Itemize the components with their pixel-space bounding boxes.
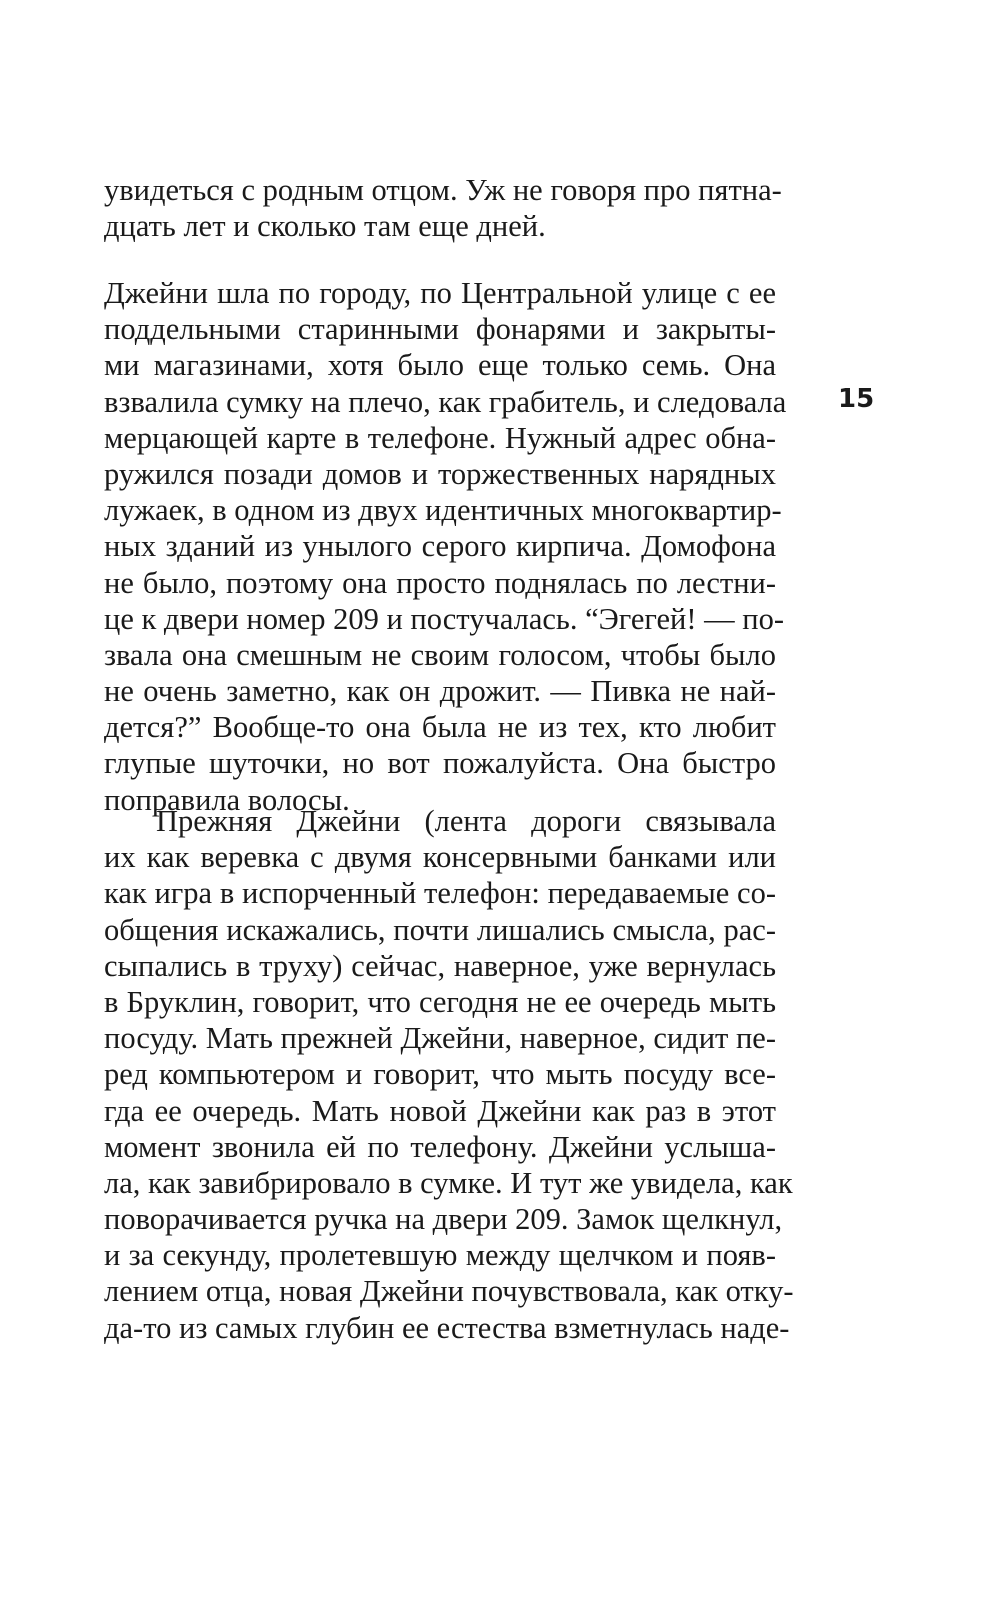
text-line: гда ее очередь. Мать новой Джейни как раз в этот — [104, 1093, 776, 1128]
text-line: в Бруклин, говорит, что сегодня не ее очередь мыть — [104, 984, 776, 1019]
paragraph-indented — [104, 803, 794, 1346]
text-line: мерцающей карте в телефоне. Нужный адрес обна- — [104, 420, 776, 455]
text-line: лужаек, в одном из двух идентичных многоквартир- — [104, 493, 782, 528]
text-line: не очень заметно, как он дрожит. — Пивка не най- — [104, 674, 776, 709]
page-number: 15 — [838, 384, 875, 414]
text-line: поправила волосы. — [104, 782, 350, 817]
text-line: посуду. Мать прежней Джейни, наверное, сидит пе- — [104, 1021, 776, 1056]
text-line: сыпались в труху) сейчас, наверное, уже вернулась — [104, 948, 776, 983]
text-line: не было, поэтому она просто поднялась по лестни- — [104, 565, 776, 600]
text-line: их как веревка с двумя консервными банками или — [104, 840, 776, 875]
text-line: дется?” Вообще-то она была не из тех, кто любит — [104, 710, 776, 745]
text-line: поддельными старинными фонарями и закрыты- — [104, 312, 776, 347]
text-line: глупые шуточки, но вот пожалуйста. Она быстро — [104, 746, 776, 781]
text-line: Прежняя Джейни (лента дороги связывала — [156, 804, 776, 838]
text-line: ружился позади домов и торжественных нарядных — [104, 456, 776, 491]
paragraph-continuation — [104, 172, 782, 244]
text-line: как игра в испорченный телефон: передаваемые со- — [104, 876, 776, 911]
text-line: поворачивается ручка на двери 209. Замок щелкнул, — [104, 1202, 783, 1237]
paragraph — [104, 275, 787, 818]
text-line: це к двери номер 209 и постучалась. “Эгегей! — по- — [104, 601, 784, 636]
text-line: ных зданий из унылого серого кирпича. Домофона — [104, 529, 776, 564]
text-line: увидеться с родным отцом. Уж не говоря про пятна- — [104, 173, 782, 207]
text-line: ми магазинами, хотя было еще только семь. Она — [104, 348, 776, 383]
text-line: дцать лет и сколько там еще дней. — [104, 209, 546, 244]
text-line: звала она смешным не своим голосом, чтобы было — [104, 637, 776, 672]
text-line: ла, как завибрировало в сумке. И тут же увидела, как — [104, 1165, 793, 1200]
text-line: общения искажались, почти лишались смысла, рас- — [104, 912, 776, 947]
text-line: ред компьютером и говорит, что мыть посуду все- — [104, 1057, 776, 1092]
text-line: Джейни шла по городу, по Центральной улице с ее — [104, 276, 776, 310]
text-line: и за секунду, пролетевшую между щелчком и появ- — [104, 1238, 776, 1273]
text-line: момент звонила ей по телефону. Джейни услыша- — [104, 1129, 776, 1164]
text-line: лением отца, новая Джейни почувствовала, как отку- — [104, 1274, 794, 1309]
text-line: взвалила сумку на плечо, как грабитель, и следовала — [104, 384, 787, 419]
text-line: да-то из самых глубин ее естества взметнулась наде- — [104, 1310, 790, 1345]
